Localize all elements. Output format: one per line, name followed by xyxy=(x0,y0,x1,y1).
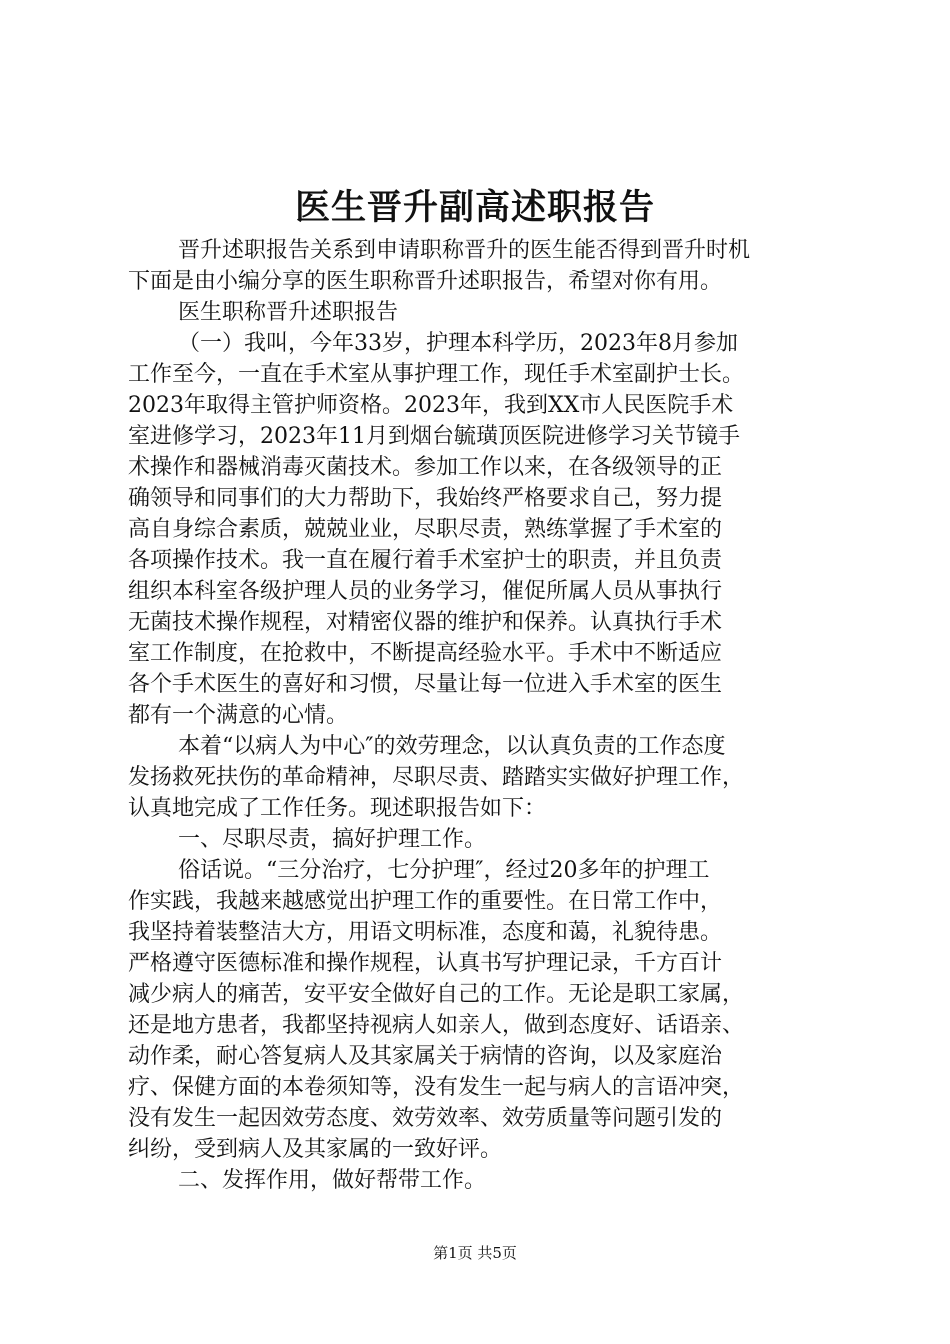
body-line: 医生职称晋升述职报告 xyxy=(178,300,399,325)
document-title: 医生晋升副高述职报告 xyxy=(294,187,655,228)
body-line: 作实践，我越来越感觉出护理工作的重要性。在日常工作中， xyxy=(128,889,723,914)
body-line: 没有发生一起因效劳态度、效劳效率、效劳质量等问题引发的 xyxy=(128,1106,723,1131)
body-line: 各项操作技术。我一直在履行着手术室护士的职责，并且负责 xyxy=(128,548,723,573)
body-line: 一、尽职尽责，搞好护理工作。 xyxy=(178,827,487,852)
body-line: 发扬救死扶伤的革命精神，尽职尽责、踏踏实实做好护理工作， xyxy=(128,765,745,790)
body-line: 术操作和器械消毒灭菌技术。参加工作以来，在各级领导的正 xyxy=(128,455,723,480)
body-line: 还是地方患者，我都坚持视病人如亲人，做到态度好、话语亲、 xyxy=(128,1013,745,1038)
body-line: 各个手术医生的喜好和习惯，尽量让每一位进入手术室的医生 xyxy=(128,672,723,697)
body-line: 晋升述职报告关系到申请职称晋升的医生能否得到晋升时机 xyxy=(178,238,751,263)
body-line: 无菌技术操作规程，对精密仪器的维护和保养。认真执行手术 xyxy=(128,610,723,635)
body-line: 工作至今，一直在手术室从事护理工作，现任手术室副护士长。 xyxy=(128,362,745,387)
document-body xyxy=(128,235,828,1196)
body-line: 室工作制度，在抢救中，不断提高经验水平。手术中不断适应 xyxy=(128,641,723,666)
page-footer: 第1页 共5页 xyxy=(433,1244,517,1262)
body-line: 本着“以病人为中心″的效劳理念，以认真负责的工作态度 xyxy=(178,734,726,759)
body-line: 减少病人的痛苦，安平安全做好自己的工作。无论是职工家属， xyxy=(128,982,745,1007)
body-line: 动作柔，耐心答复病人及其家属关于病情的咨询，以及家庭治 xyxy=(128,1044,723,1069)
body-line: 高自身综合素质，兢兢业业，尽职尽责，熟练掌握了手术室的 xyxy=(128,517,723,542)
body-line: 2023年取得主管护师资格。2023年，我到XX市人民医院手术 xyxy=(128,393,734,418)
body-line: 下面是由小编分享的医生职称晋升述职报告，希望对你有用。 xyxy=(128,269,723,294)
body-line: 我坚持着装整洁大方，用语文明标准，态度和蔼，礼貌待患。 xyxy=(128,920,723,945)
body-line: 组织本科室各级护理人员的业务学习，催促所属人员从事执行 xyxy=(128,579,723,604)
body-line: 都有一个满意的心情。 xyxy=(128,703,349,728)
body-line: （一）我叫，今年33岁，护理本科学历，2023年8月参加 xyxy=(178,331,738,356)
body-line: 纠纷，受到病人及其家属的一致好评。 xyxy=(128,1137,503,1162)
body-line: 疗、保健方面的本卷须知等，没有发生一起与病人的言语冲突， xyxy=(128,1075,745,1100)
body-line: 俗话说。“三分治疗，七分护理″，经过20多年的护理工 xyxy=(178,858,710,883)
body-line: 二、发挥作用，做好帮带工作。 xyxy=(178,1168,487,1193)
body-line: 确领导和同事们的大力帮助下，我始终严格要求自己，努力提 xyxy=(128,486,723,511)
body-line: 认真地完成了工作任务。现述职报告如下： xyxy=(128,796,547,821)
body-line: 严格遵守医德标准和操作规程，认真书写护理记录，千方百计 xyxy=(128,951,723,976)
body-line: 室进修学习，2023年11月到烟台毓璜顶医院进修学习关节镜手 xyxy=(128,424,740,449)
